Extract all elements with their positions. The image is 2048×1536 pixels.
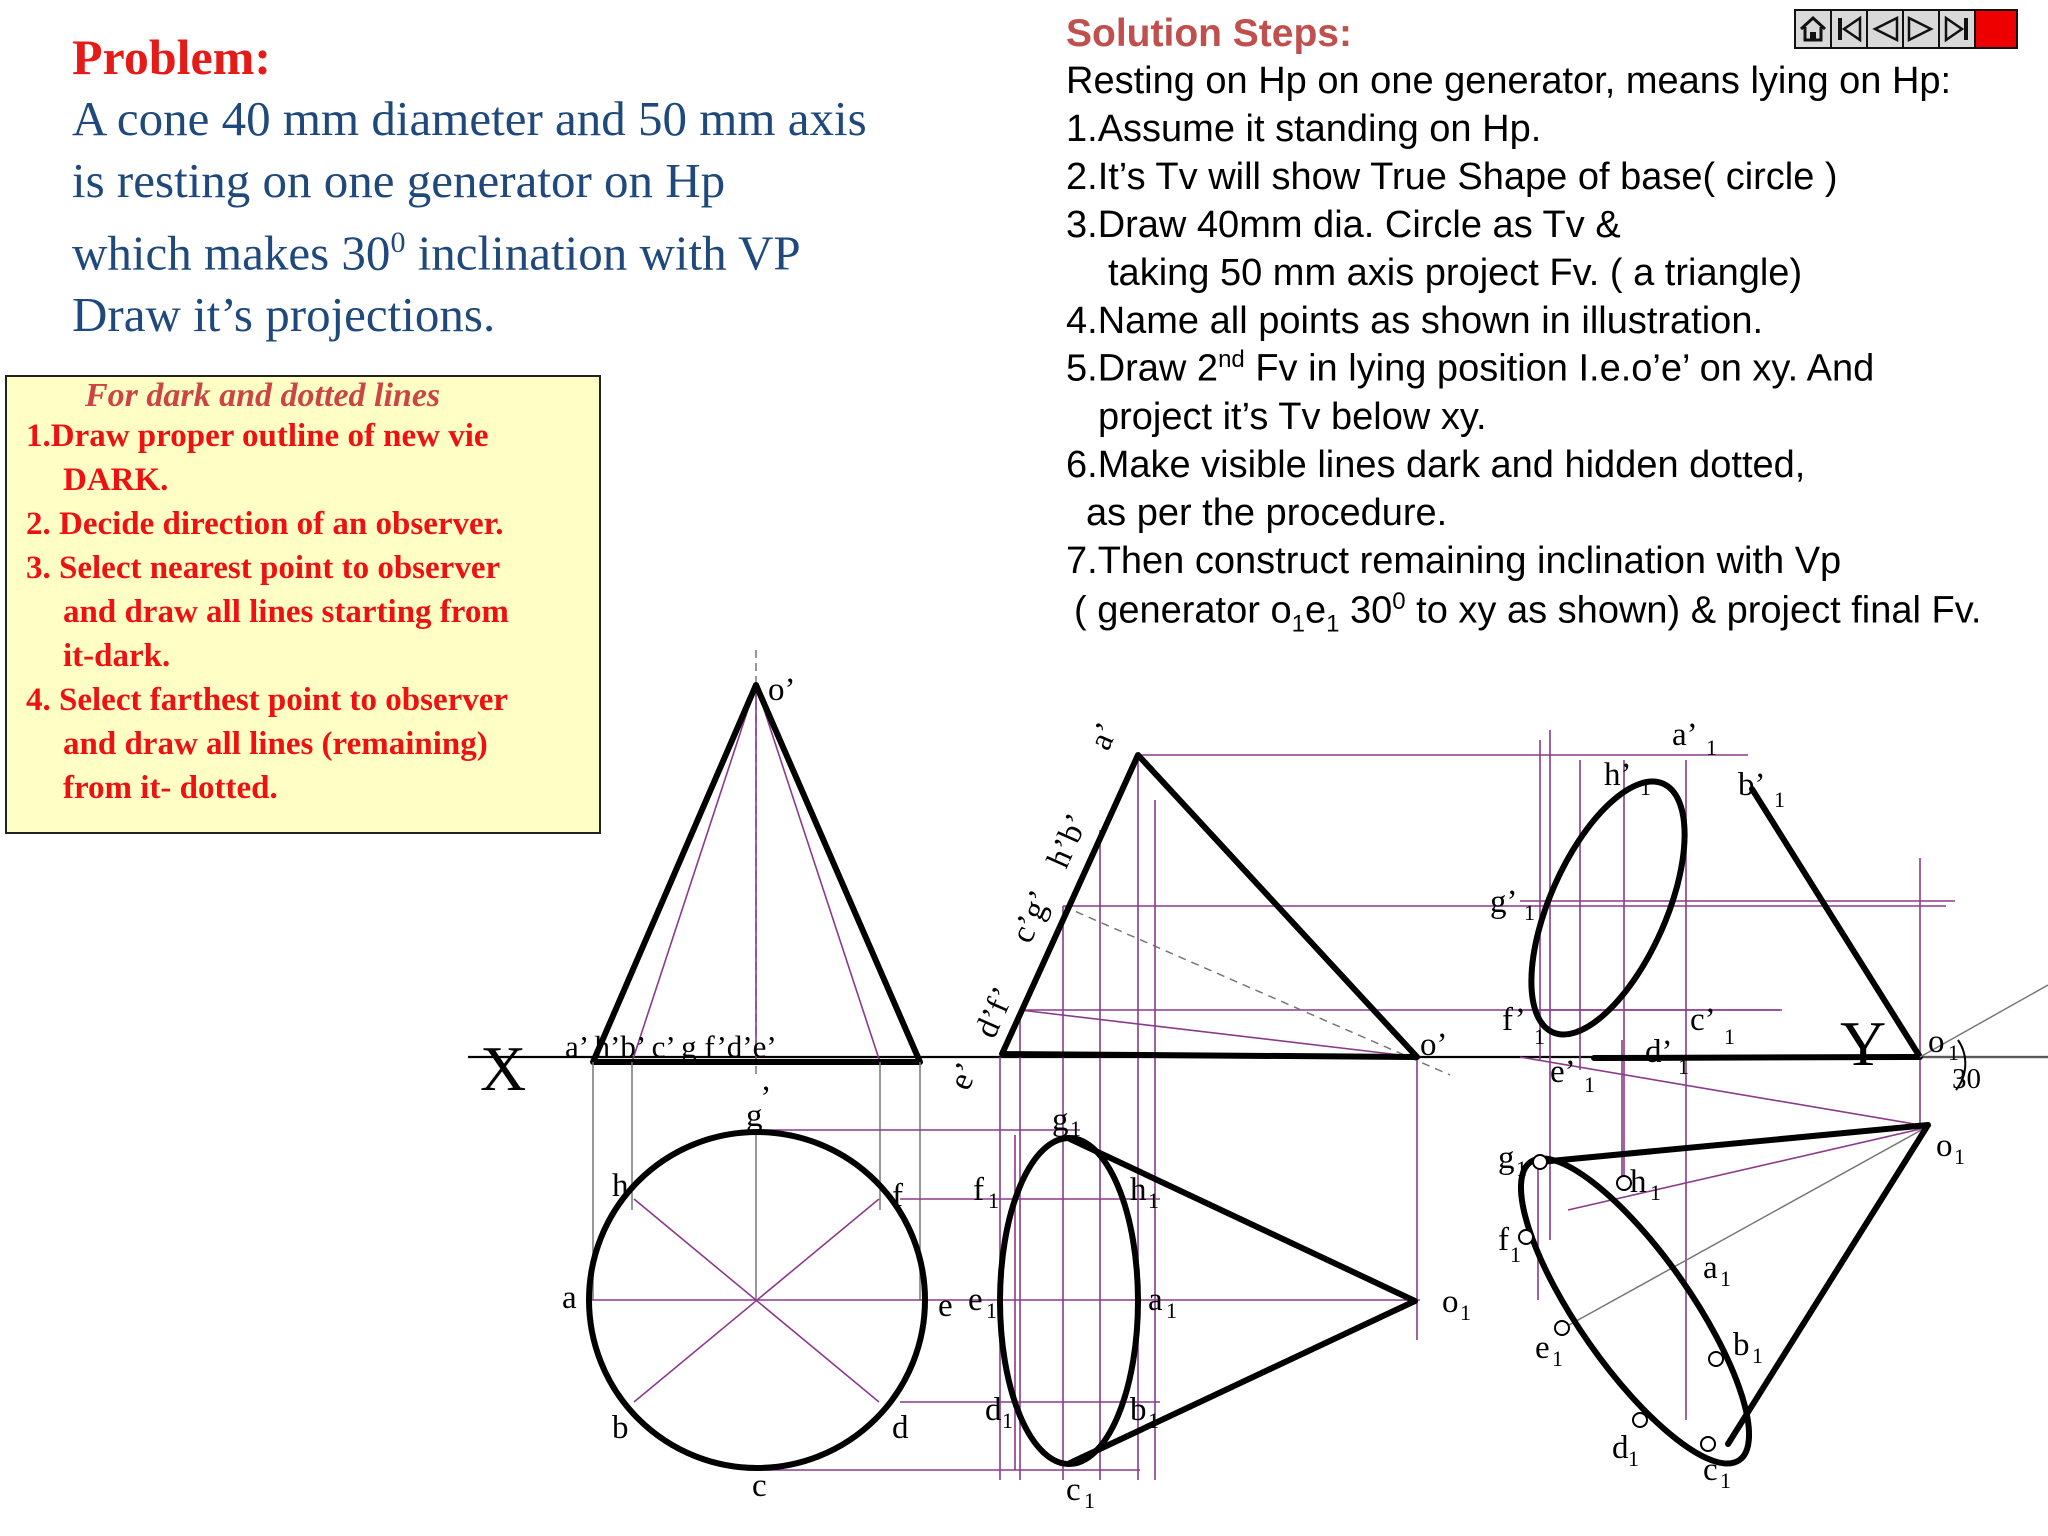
fv2-e: e’ [942,1057,986,1096]
tv3-point-c [1701,1437,1715,1451]
svg-text:1: 1 [1948,1040,1959,1065]
step-line: project it’s Tv below xy. [1098,396,1487,438]
tv3-o: o [1936,1128,1953,1164]
step-line: ( generator $o_1e_1$ $30^0$ to xy as shown) & project final Fv. [1074,588,1982,638]
svg-text:1: 1 [1524,900,1535,925]
svg-text:1: 1 [1552,1346,1563,1371]
rule-line: and draw all lines starting from [63,594,509,630]
tv2-o: o [1442,1284,1459,1320]
fv3-d: d’ [1645,1034,1673,1070]
tv1-c: c [752,1468,767,1504]
problem-line-4: Draw it’s projections. [72,287,496,343]
svg-text:1: 1 [1706,735,1717,760]
tv3-g: g [1498,1140,1515,1176]
rule-line: 2. Decide direction of an observer. [26,506,504,542]
step-line: 3.Draw 40mm dia. Circle as Tv & [1066,204,1621,246]
tv1-a: a [562,1280,577,1316]
tv3-h: h [1630,1164,1647,1200]
tv3-point-h [1617,1176,1631,1190]
fv3-c: c’ [1690,1002,1716,1038]
rule-line: from it- dotted. [63,770,278,806]
step-line: 2.It’s Tv will show True Shape of base( circle ) [1066,156,1838,198]
fv3-h: h’ [1604,757,1632,793]
tv3-e: e [1535,1330,1550,1366]
tv3-point-f [1519,1230,1533,1244]
problem-line-3: which makes $30^0$ inclination with VP [72,225,801,281]
svg-text:1: 1 [1084,1488,1095,1513]
svg-text:1: 1 [1628,1446,1639,1471]
rule-line: it-dark. [63,638,171,674]
svg-text:1: 1 [1166,1298,1177,1323]
tv1-b: b [612,1410,629,1446]
tv2-c: c [1066,1472,1081,1508]
step-line: 4.Name all points as shown in illustration. [1066,300,1764,342]
tv2-e: e [968,1282,983,1318]
tv2-f: f [973,1172,984,1208]
rule-line: DARK. [63,462,169,498]
svg-text:1: 1 [1148,1408,1159,1433]
step-line: as per the procedure. [1086,492,1448,534]
svg-text:1: 1 [1720,1266,1731,1291]
step-line: 6.Make visible lines dark and hidden dotted, [1066,444,1806,486]
fv3-f: f’ [1502,1002,1526,1038]
fv3-a: a’ [1672,717,1698,753]
fv3-e: e’ [1550,1054,1576,1090]
tv3-b: b [1733,1327,1750,1363]
svg-text:1: 1 [1954,1144,1965,1169]
svg-text:1: 1 [1678,1054,1689,1079]
tv3-a: a [1703,1250,1718,1286]
tv-standing [562,1062,1420,1504]
svg-text:1: 1 [1002,1408,1013,1433]
fv2-a: a’ [1082,717,1126,756]
step-line: 1.Assume it standing on Hp. [1066,108,1542,150]
svg-text:1: 1 [1724,1024,1735,1049]
tv3-f: f [1498,1222,1509,1258]
problem-line-1: A cone 40 mm diameter and 50 mm axis [72,91,867,146]
step-line: 5.Draw 2nd Fv in lying position I.e.o’e’ on xy. And [1066,346,1875,390]
fv3-b: b’ [1738,767,1766,803]
fv1-bottom-labels: a’ h’b’ c’ g f’d’e’ [565,1029,777,1064]
svg-text:1: 1 [1752,1343,1763,1368]
tv1-e: e [938,1288,953,1324]
svg-text:1: 1 [1460,1300,1471,1325]
tv2-a: a [1148,1282,1163,1318]
solution-title: Solution Steps: [1066,12,1352,55]
tv2-d: d [985,1392,1002,1428]
fv3-g: g’ [1490,884,1518,920]
fv3-o: o [1928,1024,1945,1060]
tv2-h: h [1130,1172,1147,1208]
tv-lying [900,1102,1471,1513]
tv-final [1485,1125,1965,1493]
y-label: Y [1840,1008,1887,1079]
step-line: taking 50 mm axis project Fv. ( a triangle) [1108,252,1803,294]
tv3-d: d [1612,1430,1629,1466]
tv1-f: f [892,1178,903,1214]
tv1-d: d [892,1410,909,1446]
tv1-h: h [612,1168,629,1204]
fv-lying [942,717,1946,1480]
problem-line-2: is resting on one generator on Hp [72,153,726,208]
svg-text:1: 1 [986,1298,997,1323]
svg-text:1: 1 [988,1188,999,1213]
step-line: Resting on Hp on one generator, means lying on Hp: [1066,60,1952,102]
fv3-angle: 30 [1952,1063,1981,1095]
svg-text:1: 1 [1720,1468,1731,1493]
svg-text:1: 1 [1650,1180,1661,1205]
rule-line: 3. Select nearest point to observer [26,550,501,586]
fv-standing [565,650,920,1098]
tv2-g: g [1052,1102,1069,1138]
tv3-point-g [1533,1155,1547,1169]
fv1-o-label: o’ [768,672,796,708]
rules-box-title: For dark and dotted lines [85,377,441,414]
svg-text:1: 1 [1534,1024,1545,1049]
tv3-point-e [1555,1321,1569,1335]
svg-text:1: 1 [1584,1072,1595,1097]
tv3-point-d [1633,1413,1647,1427]
tv3-c: c [1703,1452,1718,1488]
fv2-o: o’ [1420,1027,1448,1063]
x-label: X [480,1033,527,1104]
fv2-hb: h’b’ [1040,808,1096,874]
svg-text:1: 1 [1148,1188,1159,1213]
problem-title: Problem: [72,29,272,85]
tv2-b: b [1130,1392,1147,1428]
rule-line: 1.Draw proper outline of new vie [26,418,489,454]
fv2-df: d’f’ [968,981,1023,1044]
step-line: 7.Then construct remaining inclination with Vp [1066,540,1842,582]
fv1-comma: , [762,1062,771,1098]
svg-text:1: 1 [1070,1116,1081,1141]
svg-text:1: 1 [1510,1242,1521,1267]
tv1-g: g [746,1098,763,1134]
rule-line: 4. Select farthest point to observer [26,682,509,718]
rule-line: and draw all lines (remaining) [63,726,488,762]
fv2-cg: c’g’ [1004,885,1059,949]
svg-text:1: 1 [1640,775,1651,800]
svg-text:1: 1 [1774,787,1785,812]
svg-text:1: 1 [1516,1156,1527,1181]
tv3-point-b [1709,1352,1723,1366]
